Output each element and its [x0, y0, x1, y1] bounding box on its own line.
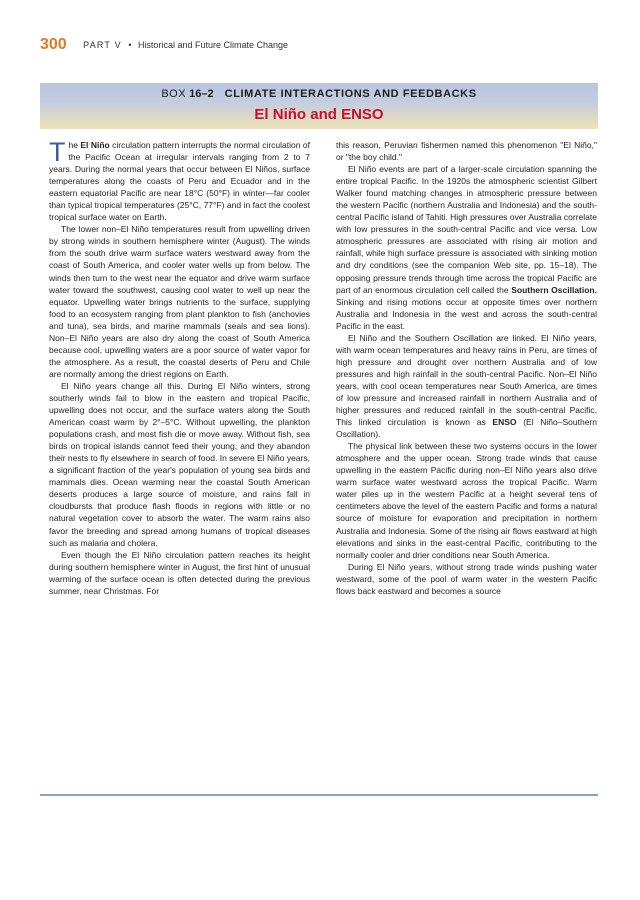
part-separator: • — [128, 40, 132, 50]
paragraph: The physical link between these two systems occurs in the lower atmosphere and the upper ocean. Strong trade winds that cause upwelling in the eastern Pacific during non–El Niño years also drive warm surface water westward across the tropical Pacific. Warm water piles up in the western Pacific at a height several tens of centimeters above the level of the eastern Pacific and forms a natural source of moisture for evaporation and precipitation in northern Australia and Indonesia. Some of the rising air flows eastward at high elevations and sinks in the east-central Pacific, contributing to the normally cooler and drier conditions near South America. — [336, 441, 597, 560]
paragraph: The lower non–El Niño temperatures result from upwelling driven by strong winds in southern hemisphere winter (August). The winds from the south drive warm surface waters westward away from the coast of South America, and cooler water wells up from below. The winds then turn to the west near the equator and drive warm surface water toward the southwest, causing cool water to well up near the equator. Upwelling water brings nutrients to the surface, supplying food to an ecosystem ranging from plant plankton to fish (anchovies and tuna), sea birds, and marine mammals (seals and sea lions). Non–El Niño years are also dry along the coast of South America because cool, upwelling waters are a poor source of water vapor for the atmosphere. As a result, the coastal deserts of Peru and Chile are normally among the driest regions on Earth. — [49, 224, 310, 379]
body-columns — [49, 139, 597, 791]
part-title: Historical and Future Climate Change — [137, 40, 289, 50]
running-head — [40, 36, 288, 56]
box-prefix: BOX — [161, 88, 187, 100]
right-column — [336, 139, 597, 791]
paragraph: The El Niño circulation pattern interrupts the normal circulation of the Pacific Ocean at irregular intervals ranging from 2 to 7 years. During the normal years that occur between El Niños, surface temperatures along the coasts of Peru and Ecuador and in the eastern equatorial Pacific are near 18°C (50°F) in winter—far cooler than typical tropical temperatures (25°C, 77°F) and in fact the coolest tropical surface water on Earth. — [49, 137, 310, 223]
paragraph: El Niño events are part of a larger-scale circulation spanning the entire tropical Pacific. In the 1920s the atmospheric scientist Gilbert Walker found matching changes in atmospheric pressure between the western Pacific (northern Australia and Indonesia) and the south-central Pacific island of Tahiti. High pressures over Australia correlate with low pressures in the south-central Pacific and vice versa. Low atmospheric pressures are associated with rising air motion and rainfall, while high surface pressure is associated with sinking motion and dry conditions (see the companion Web site, pp. 15–18). The opposing pressure trends through time across the tropical Pacific are part of an enormous circulation cell called the Southern Oscillation. Sinking and rising motions occur at opposite times over northern Australia and Indonesia in the west and across the south-central Pacific in the east. — [336, 164, 597, 331]
paragraph: During El Niño years, without strong trade winds pushing water westward, some of the pool of warm water in the western Pacific flows back eastward and becomes a source — [336, 561, 597, 596]
term-enso: ENSO — [492, 417, 517, 428]
paragraph: El Niño and the Southern Oscillation are linked. El Niño years, with warm ocean temperatures and heavy rains in Peru, are times of high pressure and drought over northern Australia and of low pressures and high rainfall in the south-central Pacific. Non–El Niño years, with cool ocean temperatures near South America, are times of low pressure and increased rainfall in northern Australia and of higher pressures and reduced rainfall in the south-central Pacific. This linked circulation is known as ENSO (El Niño–Southern Oscillation). — [336, 332, 597, 440]
box-number: 16–2 — [189, 88, 214, 100]
box-header — [40, 83, 598, 129]
box-bottom-rule — [40, 794, 598, 796]
term-southern-oscillation: Southern Oscillation. — [511, 284, 597, 295]
box-subtitle: El Niño and ENSO — [254, 106, 384, 123]
paragraph: El Niño years change all this. During El Niño winters, strong southerly winds fail to blow in the eastern and tropical Pacific, upwelling does not occur, and the surface waters along the South American coast warm by 2°–5°C. Without upwelling, the plankton populations crash, and most fish die or move away. Without fish, sea birds on tropical islands cannot feed their young, and they abandon their nests to fly elsewhere in search of food. In severe El Niño years, a significant fraction of the year's population of young sea birds and mammals dies. Ocean warming near the coastal South American deserts produces a large source of moisture, and rains fall in cloudbursts that produce flash floods in regions with little or no natural vegetation cover to absorb the water. The warm rains also favor the breeding and spread among humans of tropical diseases such as malaria and cholera. — [49, 380, 310, 548]
box-label — [40, 88, 598, 100]
part-label: PART V — [83, 40, 122, 50]
page-number: 300 — [40, 36, 67, 53]
left-column — [49, 139, 310, 791]
box-title: CLIMATE INTERACTIONS AND FEEDBACKS — [224, 88, 477, 100]
paragraph: this reason, Peruvian fishermen named this phenomenon "El Niño," or "the boy child." — [336, 140, 597, 163]
drop-cap: T — [49, 137, 66, 167]
paragraph: Even though the El Niño circulation pattern reaches its height during southern hemisphere winter in August, the first hint of unusual warming of the surface ocean is often detected during the previous summer, near Christmas. For — [49, 549, 310, 596]
term-el-nino: El Niño — [80, 140, 110, 150]
